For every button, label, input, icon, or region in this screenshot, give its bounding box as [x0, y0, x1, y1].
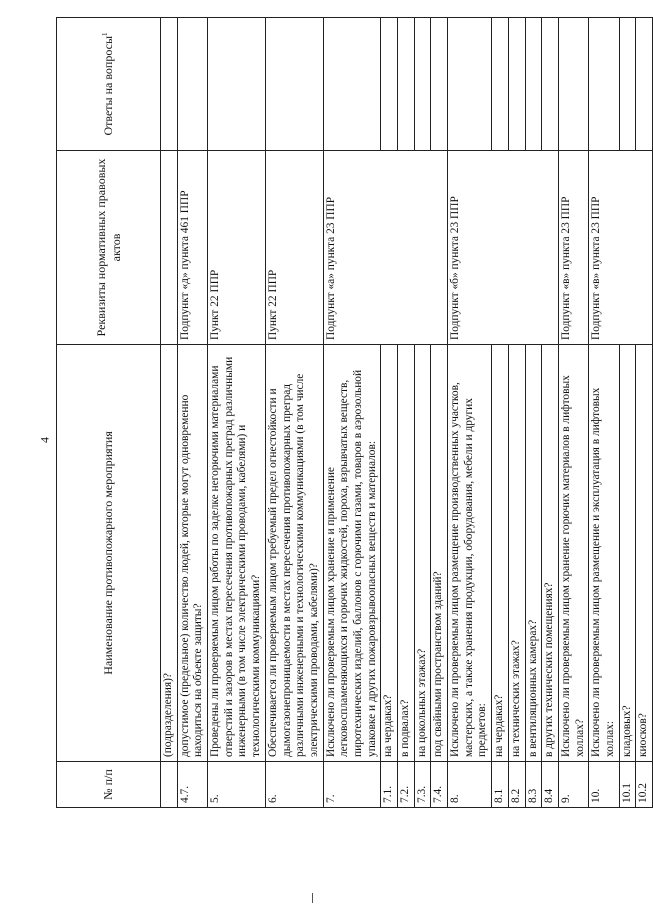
- row-answer[interactable]: [448, 18, 492, 151]
- page-number-text: 4: [37, 437, 52, 443]
- row-text: Исключено ли проверяемым лицом размещение производственных участков, мастерских, а также хранения продукции, оборудования, мебели и других предметов:: [448, 345, 492, 762]
- table-row: [619, 18, 636, 808]
- header-answers: [57, 18, 161, 151]
- row-ref: Подпункт «в» пункта 23 ППР: [589, 151, 653, 345]
- row-text: на цокольных этажах?: [414, 345, 431, 762]
- row-num: 8.1: [492, 762, 509, 808]
- row-answer[interactable]: [525, 18, 542, 151]
- scan-mark: [312, 893, 313, 903]
- row-answer[interactable]: [161, 18, 178, 151]
- row-answer[interactable]: [323, 18, 381, 151]
- checklist-table: [56, 17, 653, 808]
- row-num: 10.1: [619, 762, 636, 808]
- row-text: Проведены ли проверяемым лицом работы по заделке негорючими материалами отверстий и зазоров в местах пересечения противопожарных преград различными инженерными (в том числе электрическими проводами, кабелями) и технологическими коммуникациями?: [208, 345, 266, 762]
- rotated-page: [56, 18, 650, 808]
- row-text: киосков?: [636, 345, 653, 762]
- table-body: [161, 18, 653, 808]
- row-num: 7.4.: [431, 762, 448, 808]
- row-ref: Подпункт «д» пункта 461 ППР: [177, 151, 207, 345]
- table-row: [636, 18, 653, 808]
- row-text: на чердаках?: [381, 345, 398, 762]
- row-ref: Подпункт «а» пункта 23 ППР: [323, 151, 448, 345]
- row-text: кладовых?: [619, 345, 636, 762]
- row-num: 8.3: [525, 762, 542, 808]
- row-text: Обеспечивается ли проверяемым лицом требуемый предел огнестойкости и дымогазонепроницаемости в местах пересечения противопожарных преград различными инженерными и технологическими коммуникациями (в том числе электрическими проводами, кабелями)?: [265, 345, 323, 762]
- row-text: Исключено ли проверяемым лицом хранение горючих материалов в лифтовых холлах?: [558, 345, 588, 762]
- row-ref: Подпункт «в» пункта 23 ППР: [558, 151, 588, 345]
- row-answer[interactable]: [542, 18, 559, 151]
- table-row: [525, 18, 542, 808]
- row-text: в подвалах?: [398, 345, 415, 762]
- row-text: в других технических помещениях?: [542, 345, 559, 762]
- row-num: 7.1.: [381, 762, 398, 808]
- header-answers-footnote: 1: [101, 32, 110, 36]
- row-text: (подразделения)?: [161, 345, 178, 762]
- table-row: [431, 18, 448, 808]
- row-num: [161, 762, 178, 808]
- table-row: [492, 18, 509, 808]
- row-text: на чердаках?: [492, 345, 509, 762]
- table-row: [265, 18, 323, 808]
- row-ref: Подпункт «б» пункта 23 ППР: [448, 151, 559, 345]
- table-row: [558, 18, 588, 808]
- row-answer[interactable]: [636, 18, 653, 151]
- row-num: 4.7.: [177, 762, 207, 808]
- header-requisites: Реквизиты нормативных правовых актов: [57, 151, 161, 345]
- row-answer[interactable]: [431, 18, 448, 151]
- row-answer[interactable]: [619, 18, 636, 151]
- table-row: [398, 18, 415, 808]
- row-answer[interactable]: [265, 18, 323, 151]
- row-text: допустимое (предельное) количество людей, которые могут одновременно находиться на объекте защиты?: [177, 345, 207, 762]
- table-row: [542, 18, 559, 808]
- table-row: [177, 18, 207, 808]
- table-row: [161, 18, 178, 808]
- table-header: [57, 18, 161, 808]
- row-ref: [161, 151, 178, 345]
- row-num: 8.4: [542, 762, 559, 808]
- row-num: 8.: [448, 762, 492, 808]
- row-num: 7.: [323, 762, 381, 808]
- row-answer[interactable]: [508, 18, 525, 151]
- header-name: Наименование противопожарного мероприятия: [57, 345, 161, 762]
- row-num: 7.3.: [414, 762, 431, 808]
- row-ref: Пункт 22 ППР: [208, 151, 266, 345]
- row-answer[interactable]: [398, 18, 415, 151]
- row-answer[interactable]: [589, 18, 619, 151]
- row-text: под свайными пространством зданий?: [431, 345, 448, 762]
- row-text: Исключено ли проверяемым лицом размещение и эксплуатация в лифтовых холлах:: [589, 345, 619, 762]
- row-answer[interactable]: [492, 18, 509, 151]
- row-answer[interactable]: [177, 18, 207, 151]
- row-num: 5.: [208, 762, 266, 808]
- table-row: [414, 18, 431, 808]
- row-num: 8.2: [508, 762, 525, 808]
- row-num: 6.: [265, 762, 323, 808]
- row-answer[interactable]: [414, 18, 431, 151]
- row-text: на технических этажах?: [508, 345, 525, 762]
- table-row: [323, 18, 381, 808]
- table-row: [508, 18, 525, 808]
- table-row: [381, 18, 398, 808]
- row-text: Исключено ли проверяемым лицом хранение и применение легковоспламеняющихся и горючих жидкостей, пороха, взрывчатых веществ, пиротехнических изделий, баллонов с горючими газами, товаров в аэрозольной упаковке и других пожаровзрывоопасных веществ и материалов:: [323, 345, 381, 762]
- header-answers-text: Ответы на вопросы: [101, 35, 116, 136]
- table-row: [208, 18, 266, 808]
- table-row: [448, 18, 492, 808]
- row-num: 9.: [558, 762, 588, 808]
- row-text: в вентиляционных камерах?: [525, 345, 542, 762]
- row-answer[interactable]: [558, 18, 588, 151]
- header-num: № п/п: [57, 762, 161, 808]
- row-answer[interactable]: [208, 18, 266, 151]
- row-num: 10.2: [636, 762, 653, 808]
- table-row: [589, 18, 619, 808]
- row-num: 7.2.: [398, 762, 415, 808]
- row-num: 10.: [589, 762, 619, 808]
- row-answer[interactable]: [381, 18, 398, 151]
- row-ref: Пункт 22 ППР: [265, 151, 323, 345]
